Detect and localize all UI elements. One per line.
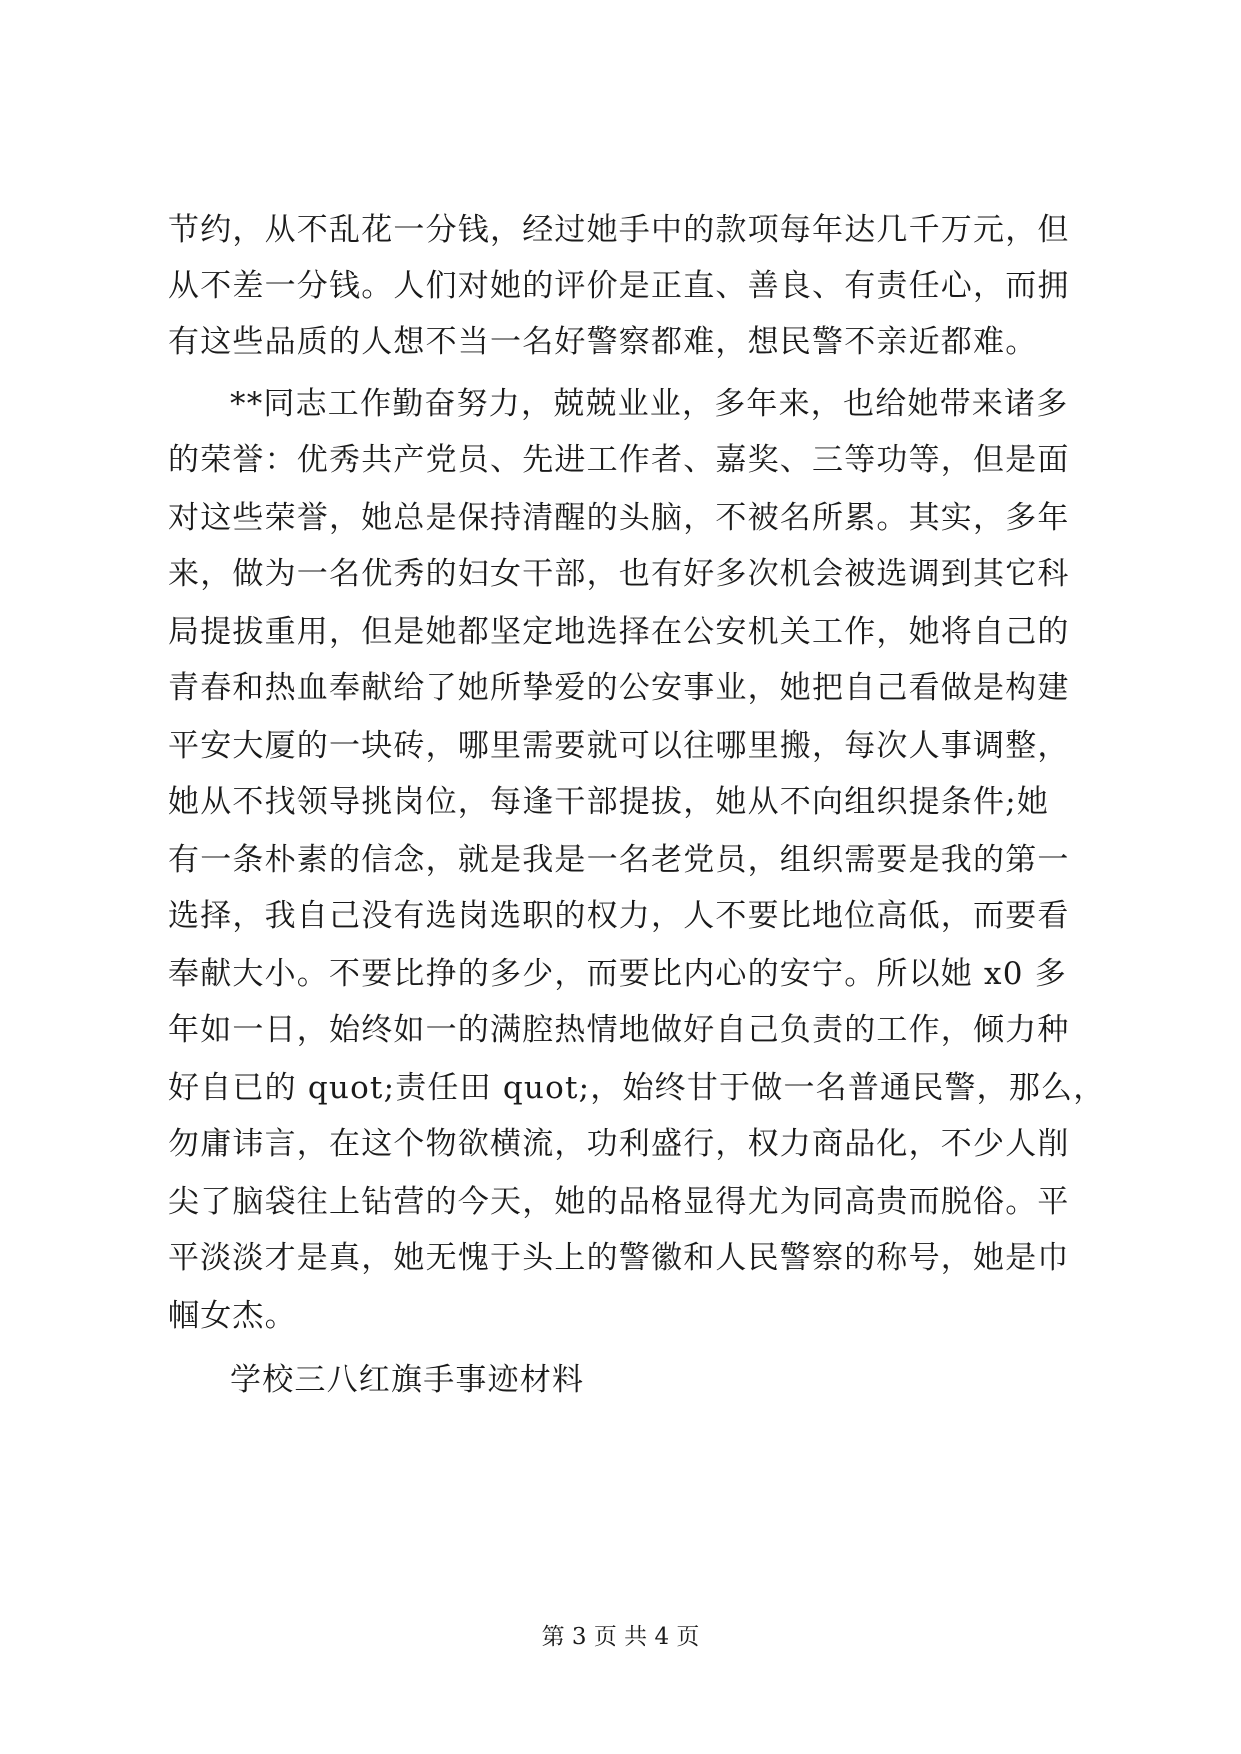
text-line: 有一条朴素的信念，就是我是一名老党员，组织需要是我的第一 [168,842,1070,878]
text-line: 她从不找领导挑岗位，每逢干部提拔，她从不向组织提条件;她 [168,784,1050,820]
text-line: 勿庸讳言，在这个物欲横流，功利盛行，权力商品化，不少人削 [168,1126,1070,1162]
text-line: 对这些荣誉，她总是保持清醒的头脑，不被名所累。其实，多年 [168,500,1070,536]
text-line: 年如一日，始终如一的满腔热情地做好自己负责的工作，倾力种 [168,1012,1070,1048]
page-footer: 第 3 页 共 4 页 [541,1624,700,1650]
text-line: 有这些品质的人想不当一名好警察都难，想民警不亲近都难。 [168,324,1038,360]
text-line: 尖了脑袋往上钻营的今天，她的品格显得尤为同高贵而脱俗。平 [168,1184,1070,1220]
text-line: 从不差一分钱。人们对她的评价是正直、善良、有责任心，而拥 [168,268,1070,304]
paragraph-start-line: **同志工作勤奋努力，兢兢业业，多年来，也给她带来诸多 [230,386,1069,422]
text-line: 选择，我自己没有选岗选职的权力，人不要比地位高低，而要看 [168,898,1070,934]
text-line: 节约，从不乱花一分钱，经过她手中的款项每年达几千万元，但 [168,212,1070,248]
text-line: 平安大厦的一块砖，哪里需要就可以往哪里搬，每次人事调整， [168,728,1070,764]
section-title: 学校三八红旗手事迹材料 [230,1362,585,1398]
text-line: 平淡淡才是真，她无愧于头上的警徽和人民警察的称号，她是巾 [168,1240,1070,1276]
text-line: 局提拔重用，但是她都坚定地选择在公安机关工作，她将自己的 [168,614,1070,650]
text-line: 好自已的 quot;责任田 quot;，始终甘于做一名普通民警，那么， [168,1070,1106,1106]
text-line: 青春和热血奉献给了她所挚爱的公安事业，她把自己看做是构建 [168,670,1070,706]
text-line: 奉献大小。不要比挣的多少，而要比内心的安宁。所以她 x0 多 [168,956,1067,992]
text-line: 帼女杰。 [168,1298,297,1334]
text-line: 的荣誉：优秀共产党员、先进工作者、嘉奖、三等功等，但是面 [168,442,1070,478]
text-line: 来，做为一名优秀的妇女干部，也有好多次机会被选调到其它科 [168,556,1070,592]
